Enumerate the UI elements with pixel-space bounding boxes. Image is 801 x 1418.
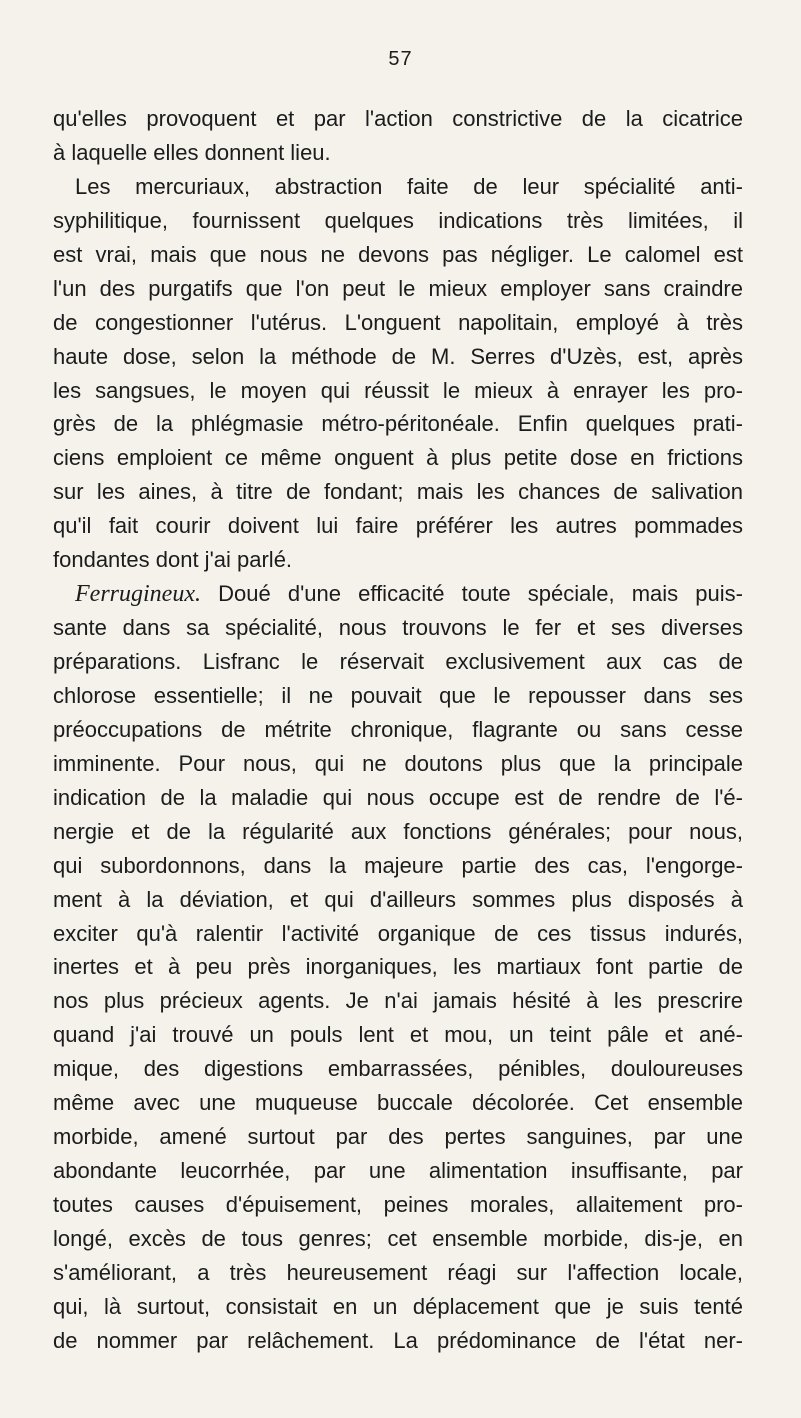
text-line-3 xyxy=(53,170,743,204)
text-line-14: fondantes dont j'ai parlé. xyxy=(53,547,293,573)
text-line-3-content: Les mercuriaux, abstraction faite de leur spécialité anti- xyxy=(75,173,743,199)
text-line-37: de nommer par relâchement. La prédominance de l'état ner- xyxy=(53,1327,743,1353)
text-line-2: à laquelle elles donnent lieu. xyxy=(53,139,331,165)
text-line-11: ciens emploient ce même onguent à plus petite dose en frictions xyxy=(53,445,743,471)
text-line-12: sur les aines, à titre de fondant; mais les chances de salivation xyxy=(53,479,743,505)
text-line-31: morbide, amené surtout par des pertes sanguines, par une xyxy=(53,1124,743,1150)
text-line-8: haute dose, selon la méthode de M. Serres d'Uzès, est, après xyxy=(53,343,743,369)
text-line-5: est vrai, mais que nous ne devons pas négliger. Le calomel est xyxy=(53,241,743,267)
text-line-30: même avec une muqueuse buccale décolorée. Cet ensemble xyxy=(53,1090,743,1116)
text-line-15 xyxy=(53,577,743,611)
text-line-33: toutes causes d'épuisement, peines morales, allaitement pro- xyxy=(53,1192,743,1217)
text-line-17: préparations. Lisfranc le réservait exclusivement aux cas de xyxy=(53,649,743,674)
text-line-23: qui subordonnons, dans la majeure partie des cas, l'engorge- xyxy=(53,852,743,878)
text-line-6: l'un des purgatifs que l'on peut le mieux employer sans craindre xyxy=(53,275,743,301)
text-line-28: quand j'ai trouvé un pouls lent et mou, un teint pâle et ané- xyxy=(53,1022,743,1048)
text-line-20: imminente. Pour nous, qui ne doutons plus que la principale xyxy=(53,750,743,776)
text-line-26: inertes et à peu près inorganiques, les martiaux font partie de xyxy=(53,954,743,980)
text-line-10: grès de la phlégmasie métro-péritonéale. Enfin quelques prati- xyxy=(53,411,743,437)
text-line-29: mique, des digestions embarrassées, pénibles, douloureuses xyxy=(53,1056,743,1082)
text-line-19: préoccupations de métrite chronique, flagrante ou sans cesse xyxy=(53,716,743,742)
text-line-27: nos plus précieux agents. Je n'ai jamais hésité à les prescrire xyxy=(53,988,743,1014)
text-line-18: chlorose essentielle; il ne pouvait que le repousser dans ses xyxy=(53,682,743,708)
text-line-36: qui, là surtout, consistait en un déplacement que je suis tenté xyxy=(53,1293,743,1319)
text-line-13: qu'il fait courir doivent lui faire préférer les autres pommades xyxy=(53,513,743,539)
text-line-22: nergie et de la régularité aux fonctions générales; pour nous, xyxy=(53,818,743,844)
text-line-32: abondante leucorrhée, par une alimentation insuffisante, par xyxy=(53,1158,743,1184)
text-line-1: qu'elles provoquent et par l'action constrictive de la cicatrice xyxy=(53,106,743,131)
section-lead-ferrugineux: Ferrugineux. xyxy=(75,581,201,608)
body-text xyxy=(53,102,743,1358)
text-line-24: ment à la déviation, et qui d'ailleurs sommes plus disposés à xyxy=(53,886,743,912)
text-line-16: sante dans sa spécialité, nous trouvons le fer et ses diverses xyxy=(53,615,743,641)
text-line-21: indication de la maladie qui nous occupe est de rendre de l'é- xyxy=(53,784,743,810)
text-line-15-content: Doué d'une efficacité toute spéciale, mais puis- xyxy=(218,581,743,607)
page-number: 57 xyxy=(388,48,413,70)
text-line-35: s'améliorant, a très heureusement réagi sur l'affection locale, xyxy=(53,1259,743,1285)
text-line-34: longé, excès de tous genres; cet ensemble morbide, dis-je, en xyxy=(53,1225,743,1251)
text-line-9: les sangsues, le moyen qui réussit le mieux à enrayer les pro- xyxy=(53,377,743,403)
text-line-25: exciter qu'à ralentir l'activité organique de ces tissus indurés, xyxy=(53,920,743,946)
text-line-4: syphilitique, fournissent quelques indications très limitées, il xyxy=(53,207,743,233)
text-line-7: de congestionner l'utérus. L'onguent napolitain, employé à très xyxy=(53,309,743,335)
